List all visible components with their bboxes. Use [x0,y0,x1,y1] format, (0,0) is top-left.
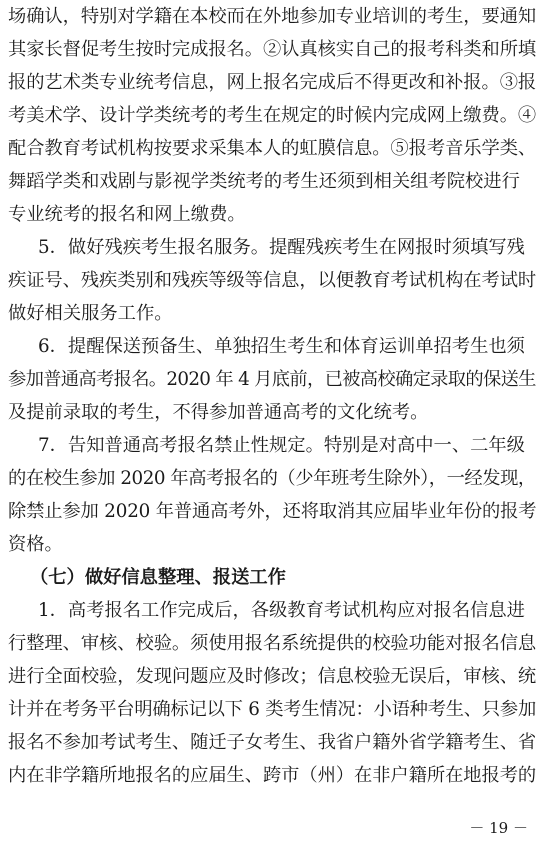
text-line: 5．做好残疾考生报名服务。提醒残疾考生在网报时须填写残 [38,237,525,258]
text-line: 疾证号、残疾类别和残疾等级等信息，以便教育考试机构在考试时 [8,270,537,291]
text-line: 参加普通高考报名。2020 年 4 月底前，已被高校确定录取的保送生 [8,369,536,390]
text-line: 计并在考务平台明确标记以下 6 类考生情况：小语种考生、只参加 [8,699,536,720]
text-line: 进行全面校验，发现问题应及时修改；信息校验无误后，审核、统 [8,666,537,687]
section-heading: （七）做好信息整理、报送工作 [30,567,286,588]
text-line: 专业统考的报名和网上缴费。 [8,204,246,225]
text-line: 舞蹈学类和戏剧与影视学类统考的考生还须到相关组考院校进行 [8,171,520,192]
text-line: 的在校生参加 2020 年高考报名的（少年班考生除外），一经发现， [8,468,536,489]
page-number: － 19 － [469,819,528,837]
text-line: 1．高考报名工作完成后，各级教育考试机构应对报名信息进 [38,600,525,621]
text-line: 场确认，特别对学籍在本校而在外地参加专业培训的考生，要通知 [8,6,537,27]
text-line: 7．告知普通高考报名禁止性规定。特别是对高中一、二年级 [38,435,525,456]
text-line: 资格。 [8,534,63,555]
text-line: 配合教育考试机构按要求采集本人的虹膜信息。⑤报考音乐学类、 [8,138,537,159]
text-line: 报名不参加考试考生、随迁子女考生、我省户籍外省学籍考生、省 [8,732,537,753]
text-line: 考美术学、设计学类统考的考生在规定的时候内完成网上缴费。④ [8,105,537,126]
text-line: 6．提醒保送预备生、单独招生考生和体育运训单招考生也须 [38,336,525,357]
text-line: 除禁止参加 2020 年普通高考外，还将取消其应届毕业年份的报考 [8,501,537,522]
text-line: 行整理、审核、校验。须使用报名系统提供的校验功能对报名信息 [8,633,537,654]
text-line: 做好相关服务工作。 [8,303,173,324]
text-line: 及提前录取的考生，不得参加普通高考的文化统考。 [8,402,429,423]
text-line: 报的艺术类专业统考信息，网上报名完成后不得更改和补报。③报 [8,72,537,93]
text-line: 其家长督促考生按时完成报名。②认真核实自己的报考科类和所填 [8,39,537,60]
text-line: 内在非学籍所地报名的应届生、跨市（州）在非户籍所在地报考的 [8,765,537,786]
